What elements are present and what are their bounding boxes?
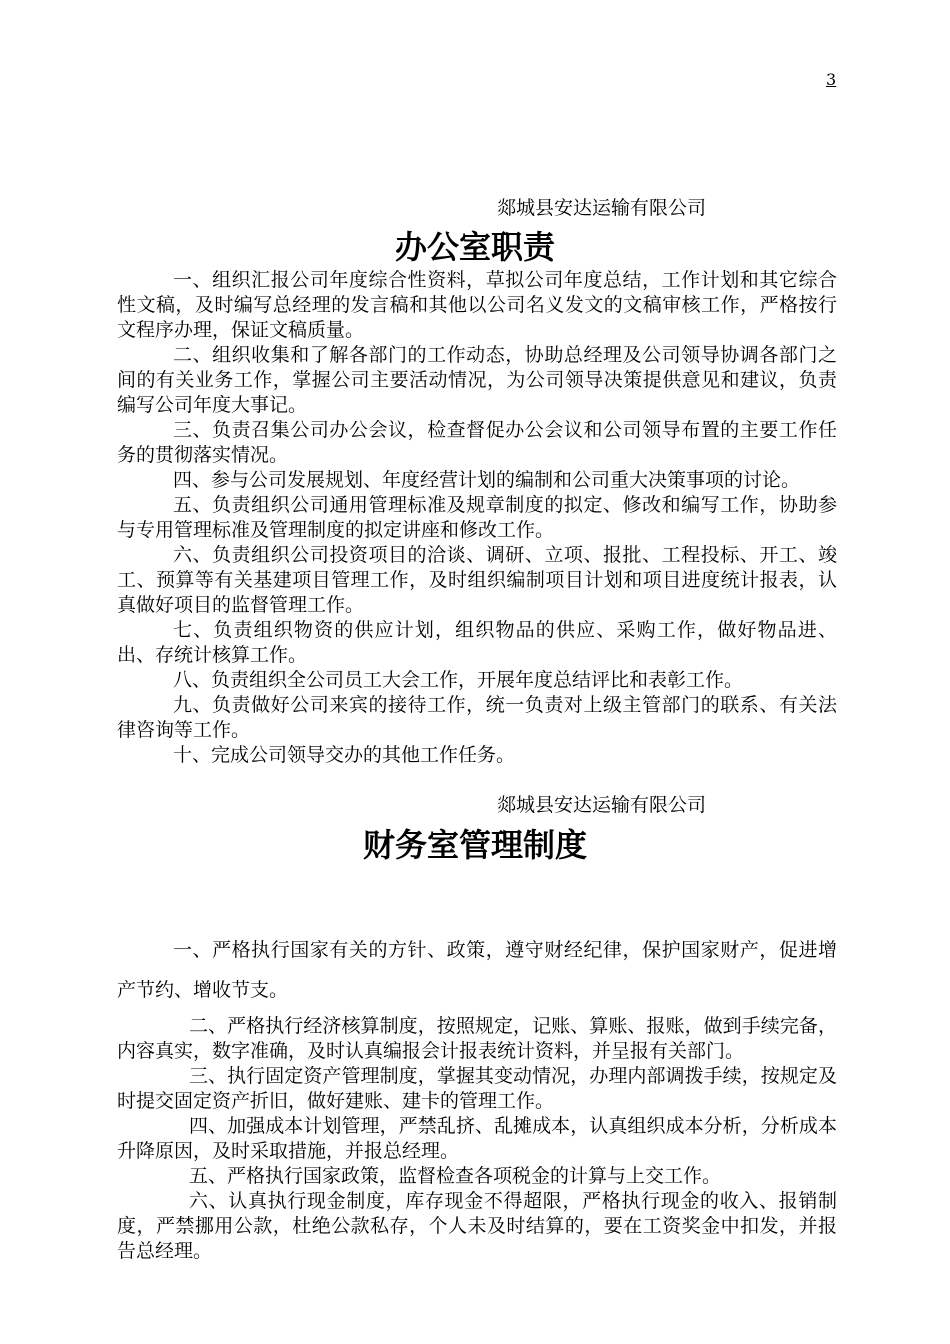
page-number: 3 (826, 70, 837, 89)
office-paragraph-9: 九、负责做好公司来宾的接待工作，统一负责对上级主管部门的联系、有关法律咨询等工作。 (117, 694, 837, 741)
finance-title: 财务室管理制度 (362, 826, 587, 864)
finance-rules-list (117, 930, 837, 1264)
finance-paragraph-6: 六、认真执行现金制度，库存现金不得超限，严格执行现金的收入、报销制度，严禁挪用公款，杜绝公款私存，个人未及时结算的，要在工资奖金中扣发，并报告总经理。 (117, 1190, 837, 1262)
office-duties-list (117, 268, 837, 768)
finance-paragraph-1: 一、严格执行国家有关的方针、政策，遵守财经纪律，保护国家财产，促进增产节约、增收节支。 (117, 939, 837, 1001)
finance-paragraph-2: 二、严格执行经济核算制度，按照规定，记账、算账、报账，做到手续完备，内容真实，数字准确，及时认真编报会计报表统计资料，并呈报有关部门。 (117, 1015, 837, 1062)
office-paragraph-10: 十、完成公司领导交办的其他工作任务。 (173, 744, 516, 766)
office-paragraph-6: 六、负责组织公司投资项目的洽谈、调研、立项、报批、工程投标、开工、竣工、预算等有关基建项目管理工作，及时组织编制项目计划和项目进度统计报表，认真做好项目的监督管理工作。 (117, 544, 837, 616)
office-paragraph-1: 一、组织汇报公司年度综合性资料，草拟公司年度总结，工作计划和其它综合性文稿，及时编写总经理的发言稿和其他以公司名义发文的文稿审核工作，严格按行文程序办理，保证文稿质量。 (117, 269, 837, 341)
finance-company-name: 郯城县安达运输有限公司 (497, 794, 707, 816)
office-paragraph-8: 八、负责组织全公司员工大会工作，开展年度总结评比和表彰工作。 (173, 669, 744, 691)
office-paragraph-3: 三、负责召集公司办公会议，检查督促办公会议和公司领导布置的主要工作任务的贯彻落实情况。 (117, 419, 837, 466)
office-paragraph-2: 二、组织收集和了解各部门的工作动态，协助总经理及公司领导协调各部门之间的有关业务工作，掌握公司主要活动情况，为公司领导决策提供意见和建议，负责编写公司年度大事记。 (117, 344, 837, 416)
finance-paragraph-4: 四、加强成本计划管理，严禁乱挤、乱摊成本，认真组织成本分析，分析成本升降原因，及时采取措施，并报总经理。 (117, 1115, 837, 1162)
office-paragraph-4: 四、参与公司发展规划、年度经营计划的编制和公司重大决策事项的讨论。 (173, 469, 801, 491)
office-paragraph-7: 七、负责组织物资的供应计划，组织物品的供应、采购工作，做好物品进、出、存统计核算工作。 (117, 619, 837, 666)
finance-paragraph-3: 三、执行固定资产管理制度，掌握其变动情况，办理内部调拨手续，按规定及时提交固定资产折旧，做好建账、建卡的管理工作。 (117, 1065, 837, 1112)
finance-paragraph-5: 五、严格执行国家政策，监督检查各项税金的计算与上交工作。 (189, 1165, 722, 1187)
office-paragraph-5: 五、负责组织公司通用管理标准及规章制度的拟定、修改和编写工作，协助参与专用管理标准及管理制度的拟定讲座和修改工作。 (117, 494, 837, 541)
office-title: 办公室职责 (394, 228, 555, 266)
office-company-name: 郯城县安达运输有限公司 (497, 197, 707, 219)
